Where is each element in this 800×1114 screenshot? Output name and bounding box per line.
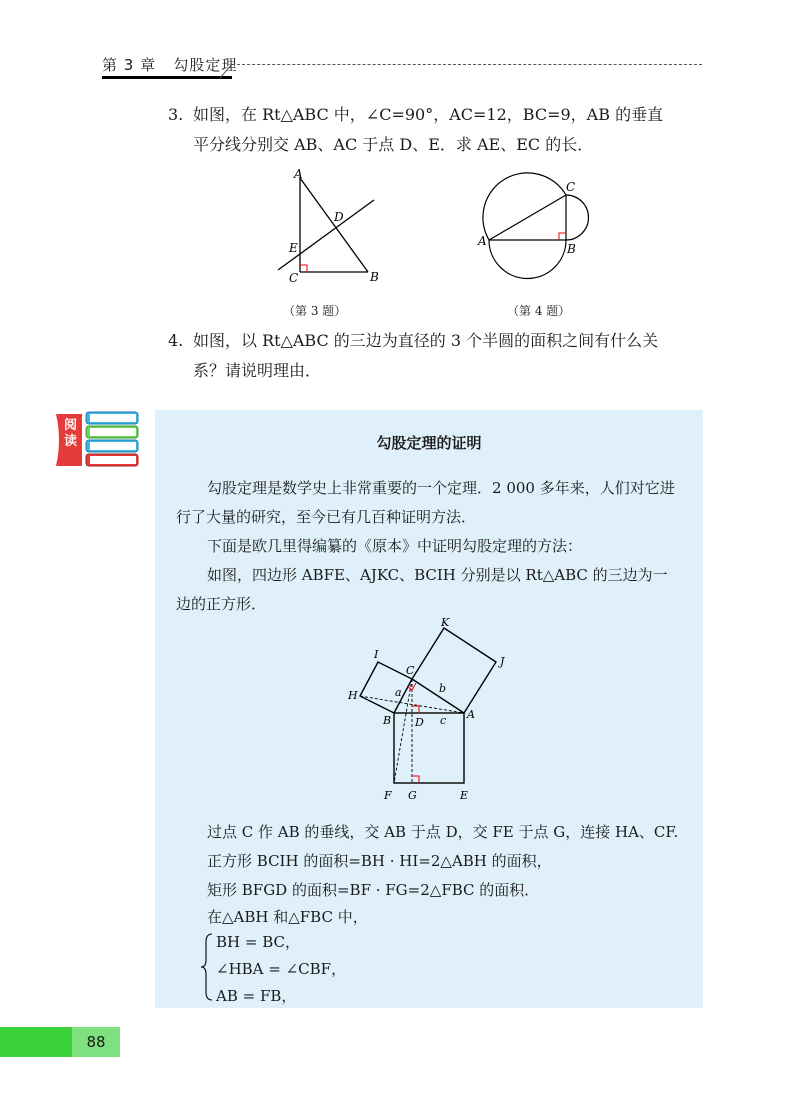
- problem-4-number: 4.: [168, 331, 184, 350]
- proof-step-1: 过点 C 作 AB 的垂线，交 AB 于点 D，交 FE 于点 G，连接 HA、CF.: [207, 823, 679, 841]
- label-A: A: [467, 708, 475, 721]
- reading-p3-line1: 如图，四边形 ABFE、AJKC、BCIH 分别是以 Rt△ABC 的三边为一: [207, 566, 668, 584]
- page-number: 88: [72, 1027, 120, 1057]
- label-C: C: [289, 271, 299, 285]
- label-C: C: [566, 180, 576, 194]
- label-a: a: [395, 686, 402, 699]
- label-H: H: [348, 689, 358, 702]
- problem-4-line2: 系？请说明理由．: [193, 361, 322, 380]
- semicircle-AC: [483, 173, 566, 240]
- label-A: A: [478, 234, 487, 248]
- reading-p1-line1: 勾股定理是数学史上非常重要的一个定理．2 000 多年来，人们对它进: [207, 479, 675, 497]
- right-angle-D: [412, 706, 419, 713]
- label-G: G: [408, 789, 417, 802]
- right-angle-mark: [559, 233, 566, 240]
- header-underline: [102, 76, 232, 79]
- reading-p1-line2: 行了大量的研究，至今已有几百种证明方法．: [176, 508, 477, 526]
- label-E: E: [289, 241, 298, 255]
- reading-p3-line2: 边的正方形．: [176, 595, 267, 613]
- label-E: E: [460, 789, 469, 802]
- chapter-title: 勾股定理: [173, 56, 238, 74]
- label-F: F: [384, 789, 392, 802]
- reading-title: 勾股定理的证明: [376, 434, 482, 452]
- square-AJKC: [412, 628, 496, 713]
- label-c: c: [440, 714, 447, 727]
- proof-step-3: 矩形 BFGD 的面积=BF · FG=2△FBC 的面积．: [207, 881, 540, 899]
- right-angle-mark: [300, 265, 307, 272]
- problem-3-line1: 如图，在 Rt△ABC 中，∠C=90°，AC=12，BC=9，AB 的垂直: [193, 105, 664, 124]
- system-brace: [200, 932, 214, 1002]
- system-eq-2: ∠HBA = ∠CBF，: [216, 960, 347, 978]
- label-I: I: [374, 648, 379, 661]
- label-D: D: [334, 210, 344, 224]
- square-BCIH: [360, 662, 412, 713]
- segment-AB: [300, 178, 368, 272]
- reading-p2: 下面是欧几里得编纂的《原本》中证明勾股定理的方法：: [207, 537, 583, 555]
- problem-3-line2: 平分线分别交 AB、AC 于点 D、E．求 AE、EC 的长．: [193, 135, 594, 154]
- system-eq-1: BH = BC，: [216, 933, 300, 951]
- label-K: K: [441, 616, 450, 629]
- proof-step-4: 在△ABH 和△FBC 中，: [207, 908, 368, 926]
- semicircle-BC: [566, 195, 589, 240]
- figure-4-caption: （第 4 题）: [507, 304, 571, 318]
- proof-step-2: 正方形 BCIH 的面积=BH · HI=2△ABH 的面积，: [207, 852, 552, 870]
- label-C: C: [406, 664, 415, 677]
- right-angle-G: [412, 776, 419, 783]
- header-dashed-rule: [232, 64, 702, 65]
- figure-4-semicircles: [470, 165, 620, 300]
- euclid-proof-figure: [340, 612, 520, 812]
- label-B: B: [370, 270, 379, 284]
- segment-AC: [489, 195, 566, 240]
- reading-badge-label: 阅读: [64, 418, 78, 449]
- label-B: B: [383, 714, 392, 727]
- chapter-number: 第 3 章: [102, 56, 157, 74]
- figure-3-caption: （第 3 题）: [283, 304, 347, 318]
- semicircle-AB: [489, 240, 566, 279]
- label-J: J: [500, 655, 505, 668]
- chapter-header: [102, 54, 237, 75]
- system-eq-3: AB = FB，: [216, 987, 297, 1005]
- label-B: B: [567, 242, 576, 256]
- label-b: b: [439, 682, 447, 695]
- problem-3-number: 3.: [168, 105, 184, 124]
- label-A: A: [294, 167, 303, 181]
- label-D: D: [415, 716, 424, 729]
- figure-3-triangle: [270, 165, 410, 295]
- problem-4-line1: 如图，以 Rt△ABC 的三边为直径的 3 个半圆的面积之间有什么关: [193, 331, 659, 350]
